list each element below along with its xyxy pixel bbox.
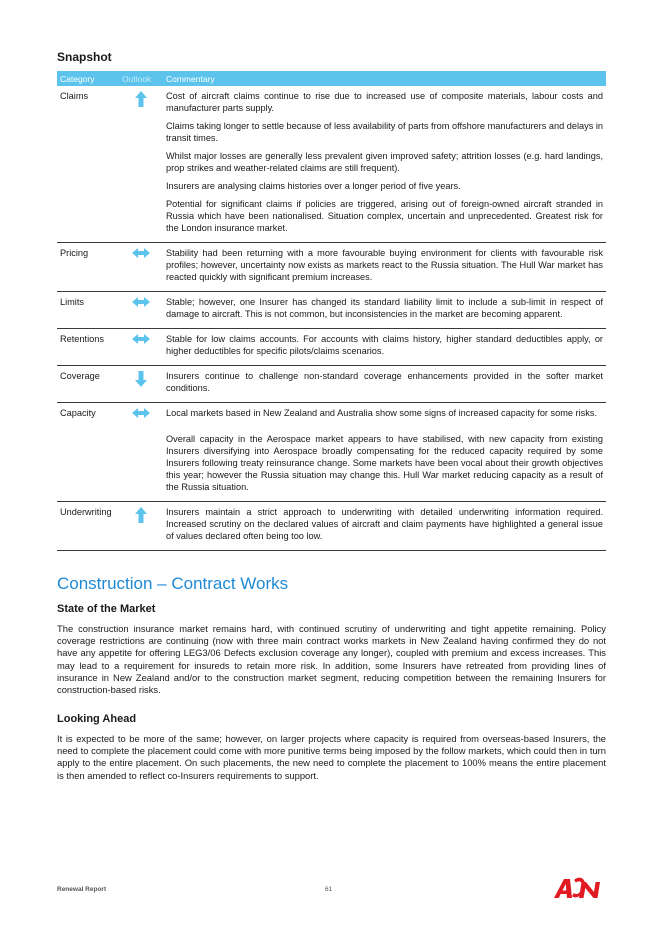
row-commentary [163, 243, 606, 292]
header-commentary: Commentary [163, 71, 606, 86]
row-category: Capacity [57, 403, 119, 502]
left-right-arrow-icon [132, 297, 150, 310]
row-commentary [163, 403, 606, 502]
looking-ahead-text: It is expected to be more of the same; however, on larger projects where capacity is required from overseas-based Insurers, the need to complete the placement could come with more punitive terms being imposed by the follow markets, which could then in turn apply to the entire placement. On such placements, the new need to complete the placement to 100% means the entire placement is then amended to reflect co-Insurers requirements to support. [57, 733, 606, 781]
section-title: Construction – Contract Works [57, 574, 289, 593]
header-outlook: Outlook [119, 71, 163, 86]
row-commentary [163, 502, 606, 551]
aon-logo [552, 876, 608, 902]
row-outlook [119, 292, 163, 329]
looking-ahead-heading: Looking Ahead [57, 713, 137, 725]
row-outlook [119, 502, 163, 551]
commentary-paragraph: Stability had been returning with a more favourable buying environment for clients with favourable risk profiles; however, uncertainty now exists as markets react to the Russia situation. The Hull War market has reacted quickly with significant premium increases. [166, 248, 603, 282]
commentary-paragraph: Potential for significant claims if policies are triggered, arising out of foreign-owned aircraft stranded in Russia which have been nationalised. Situation complex, uncertain and unprecedented. Greatest risk for the London insurance market. [166, 199, 603, 233]
row-outlook [119, 329, 163, 366]
table-row [57, 366, 606, 403]
snapshot-table [57, 71, 606, 551]
snapshot-header-row [57, 71, 606, 86]
state-of-market-heading: State of the Market [57, 603, 156, 615]
header-category: Category [57, 71, 119, 86]
commentary-paragraph: Claims taking longer to settle because of less availability of parts from offshore manufacturers and delays in transit times. [166, 121, 603, 143]
footer-report-name: Renewal Report [57, 886, 107, 893]
row-outlook [119, 366, 163, 403]
row-category: Claims [57, 86, 119, 243]
table-row [57, 86, 606, 243]
row-commentary [163, 292, 606, 329]
snapshot-body [57, 86, 606, 551]
table-row [57, 292, 606, 329]
row-commentary [163, 86, 606, 243]
snapshot-title: Snapshot [57, 50, 112, 64]
commentary-paragraph: Insurers continue to challenge non-standard coverage enhancements provided in the softer market conditions. [166, 371, 603, 393]
state-of-market-text: The construction insurance market remains hard, with continued scrutiny of underwriting and tight appetite remaining. Policy coverage restrictions are continuing (now with three main contract works markets in New Zealand having confirmed they do not have any appetite for offering LEG3/06 Defects exclusion coverage any longer), coupled with premium and excess increases. This may lead to a requirement for insureds to retain more risk. In addition, some Insurers have retreated from providing lines of insurance in New Zealand and/or to the construction market segment, reducing competition between the remaining Insurers for construction-based risks. [57, 623, 606, 696]
row-commentary [163, 329, 606, 366]
page-number: 61 [325, 886, 333, 893]
commentary-paragraph: Insurers are analysing claims histories over a longer period of five years. [166, 181, 461, 191]
up-arrow-icon [135, 91, 147, 110]
down-arrow-icon [135, 371, 147, 390]
row-category: Retentions [57, 329, 119, 366]
row-outlook [119, 243, 163, 292]
commentary-paragraph: Local markets based in New Zealand and Australia show some signs of increased capacity for some risks. [166, 408, 597, 418]
row-category: Pricing [57, 243, 119, 292]
row-outlook [119, 86, 163, 243]
row-category: Limits [57, 292, 119, 329]
table-row [57, 502, 606, 551]
left-right-arrow-icon [132, 408, 150, 421]
left-right-arrow-icon [132, 334, 150, 347]
up-arrow-icon [135, 507, 147, 526]
table-row [57, 243, 606, 292]
commentary-paragraph: Whilst major losses are generally less prevalent given improved safety; attrition losses (e.g. hard landings, prop strikes and weather-related claims are still frequent). [166, 151, 603, 173]
left-right-arrow-icon [132, 248, 150, 261]
row-category: Underwriting [57, 502, 119, 551]
table-row [57, 329, 606, 366]
row-outlook [119, 403, 163, 502]
commentary-paragraph: Overall capacity in the Aerospace market appears to have stabilised, with new capacity from existing Insurers diversifying into Aerospace broadly compensating for the reduced capacity required by some Insurers following treaty reinsurance change. Some markets have been vocal about their growth objectives this year; however the Russia situation may change this. Hull War market reducing capacity as a result of the Russia situation. [166, 434, 603, 492]
commentary-paragraph: Stable for low claims accounts. For accounts with claims history, higher standard deductibles apply, or higher deductibles for specific pilots/claims scenarios. [166, 334, 603, 356]
table-row [57, 403, 606, 502]
commentary-paragraph: Stable; however, one Insurer has changed its standard liability limit to include a sub-limit in respect of damage to aircraft. This is not common, but inconsistencies in the market are becoming apparent. [166, 297, 603, 319]
commentary-paragraph: Cost of aircraft claims continue to rise due to increased use of composite materials, labour costs and manufacturer parts supply. [166, 91, 603, 113]
row-commentary [163, 366, 606, 403]
row-category: Coverage [57, 366, 119, 403]
commentary-paragraph: Insurers maintain a strict approach to underwriting with detailed underwriting information required. Increased scrutiny on the declared values of aircraft and claim payments have highlighted a general issue of values declared often being too low. [166, 507, 603, 541]
